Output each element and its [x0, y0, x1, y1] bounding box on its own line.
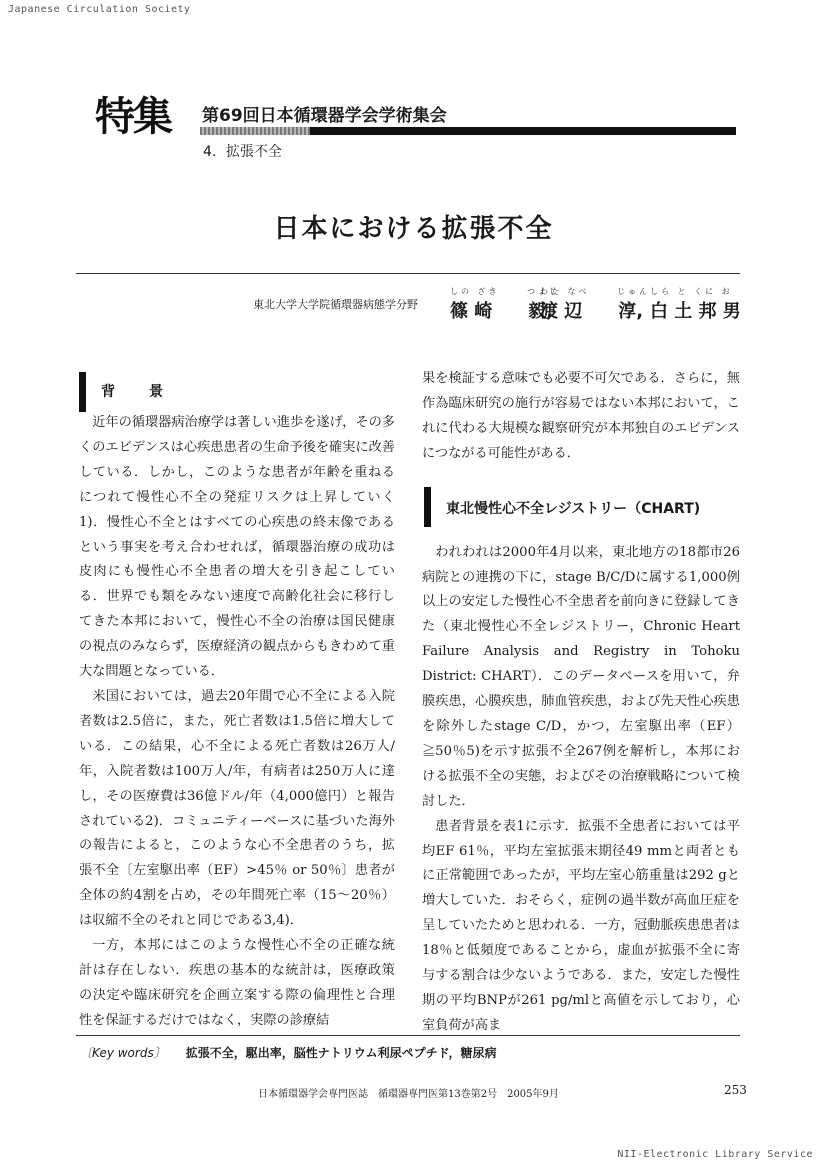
right-column [422, 367, 740, 1039]
journal-footer: 日本循環器学会専門医誌 循環器専門医第13巻第2号 2005年9月 [258, 1089, 559, 1100]
series-title: 第69回日本循環器学会学術集会 [202, 106, 447, 126]
paragraph: われわれは2000年4月以来，東北地方の18都市26病院との連携の下に，stage B/C/Dに属する1,000例以上の安定した慢性心不全患者を前向きに登録してきた（東北慢性心不全レジストリー，Chronic Heart Failure Analysis and Registry in Tohoku District: CHART）．このデータベースを用いて，弁膜疾患，心膜疾患，肺血管疾患，および先天性心疾患を除外したstage C/D，かつ，左室駆出率（EF）≧50％5)を示す拡張不全267例を解析し，本邦における拡張不全の実態，およびその治療戦略について検討した． [422, 544, 740, 809]
page-number: 253 [724, 1083, 747, 1097]
author-name: 白 土 邦 男 [650, 301, 741, 322]
author-shirato [650, 287, 741, 323]
author-name: 篠 崎 毅, [450, 301, 554, 322]
paragraph: 米国においては，過去20年間で心不全による入院者数は2.5倍に，また，死亡者数は1.5倍に増大している．この結果，心不全による死亡者数は26万人/年，入院者数は100万人/年，有病者は250万人に達し，その医療費は36億ドル/年（4,000億円）と報告されている2)．コミュニティーベースに基づいた海外の報告によると，このような心不全患者のうち，拡張不全〔左室駆出率（EF）>45％ or 50％〕患者が全体の約4割を占め，その年間死亡率（15～20％）は収縮不全のそれと同じである3,4)． [79, 688, 395, 929]
keywords-terms: 拡張不全，駆出率，脳性ナトリウム利尿ペプチド，糖尿病 [185, 1046, 497, 1060]
section-heading-background: 背 景 [101, 384, 165, 400]
author-watanabe [540, 287, 650, 323]
title-rule [76, 273, 740, 274]
author-name: 渡 辺 淳, [540, 301, 644, 322]
author-affiliation: 東北大学大学院循環器病態学分野 [253, 298, 418, 311]
section-bar [79, 372, 86, 412]
section-heading-chart: 東北慢性心不全レジストリー（CHART) [446, 501, 701, 517]
nii-watermark: NII-Electronic Library Service [617, 1149, 813, 1160]
keywords-label: 〔Key words〕 [80, 1046, 166, 1060]
author-ruby: しの ざき つよし [450, 287, 561, 296]
header-rule-gray [200, 127, 310, 135]
author-ruby: わた なべ じゅん [540, 287, 651, 296]
left-column [79, 411, 395, 1034]
article-title: 日本における拡張不全 [273, 214, 554, 244]
tokushu-label: 特集 [95, 94, 171, 140]
paragraph: 患者背景を表1に示す．拡張不全患者においては平均EF 61％，平均左室拡張末期径49 mmと両者ともに正常範囲であったが，平均左室心筋重量は292 gと増大していた．おそらく，症例の過半数が高血圧症を呈していたためと思われる．一方，冠動脈疾患患者は18％と低頻度であることから，虚血が拡張不全に寄与する割合は少ないようである．また，安定した慢性期の平均BNPが261 pg/mlと高値を示しており，心室負荷が高ま [422, 818, 740, 1033]
keywords-rule [76, 1035, 740, 1036]
paragraph: 近年の循環器病治療学は著しい進歩を遂げ，その多くのエビデンスは心疾患患者の生命予後を確実に改善している．しかし，このような患者が年齢を重ねるにつれて慢性心不全の発症リスクは上昇していく1)．慢性心不全とはすべての心疾患の終末像であるという事実を考え合わせれば，循環器治療の成功は皮肉にも慢性心不全患者の増大を引き起こしている．世界でも類をみない速度で高齢化社会に移行してきた本邦において，慢性心不全の治療は国民健康の視点のみならず，医療経済の観点からもきわめて重大な問題となっている． [79, 415, 395, 680]
section-bar [424, 487, 431, 527]
author-ruby: しら と くに お [650, 287, 733, 296]
series-subtitle: 4．拡張不全 [203, 144, 282, 160]
paragraph: 一方，本邦にはこのような慢性心不全の正確な統計は存在しない．疾患の基本的な統計は，医療政策の決定や臨床研究を企画立案する際の倫理性と合理性を保証するだけではなく，実際の診療結 [79, 938, 395, 1028]
society-watermark: Japanese Circulation Society [8, 4, 191, 15]
keywords [80, 1044, 497, 1061]
paragraph-continued: 果を検証する意味でも必要不可欠である．さらに，無作為臨床研究の施行が容易ではない本邦において，これに代わる大規模な観察研究が本邦独自のエビデンスにつながる可能性がある． [422, 371, 740, 461]
